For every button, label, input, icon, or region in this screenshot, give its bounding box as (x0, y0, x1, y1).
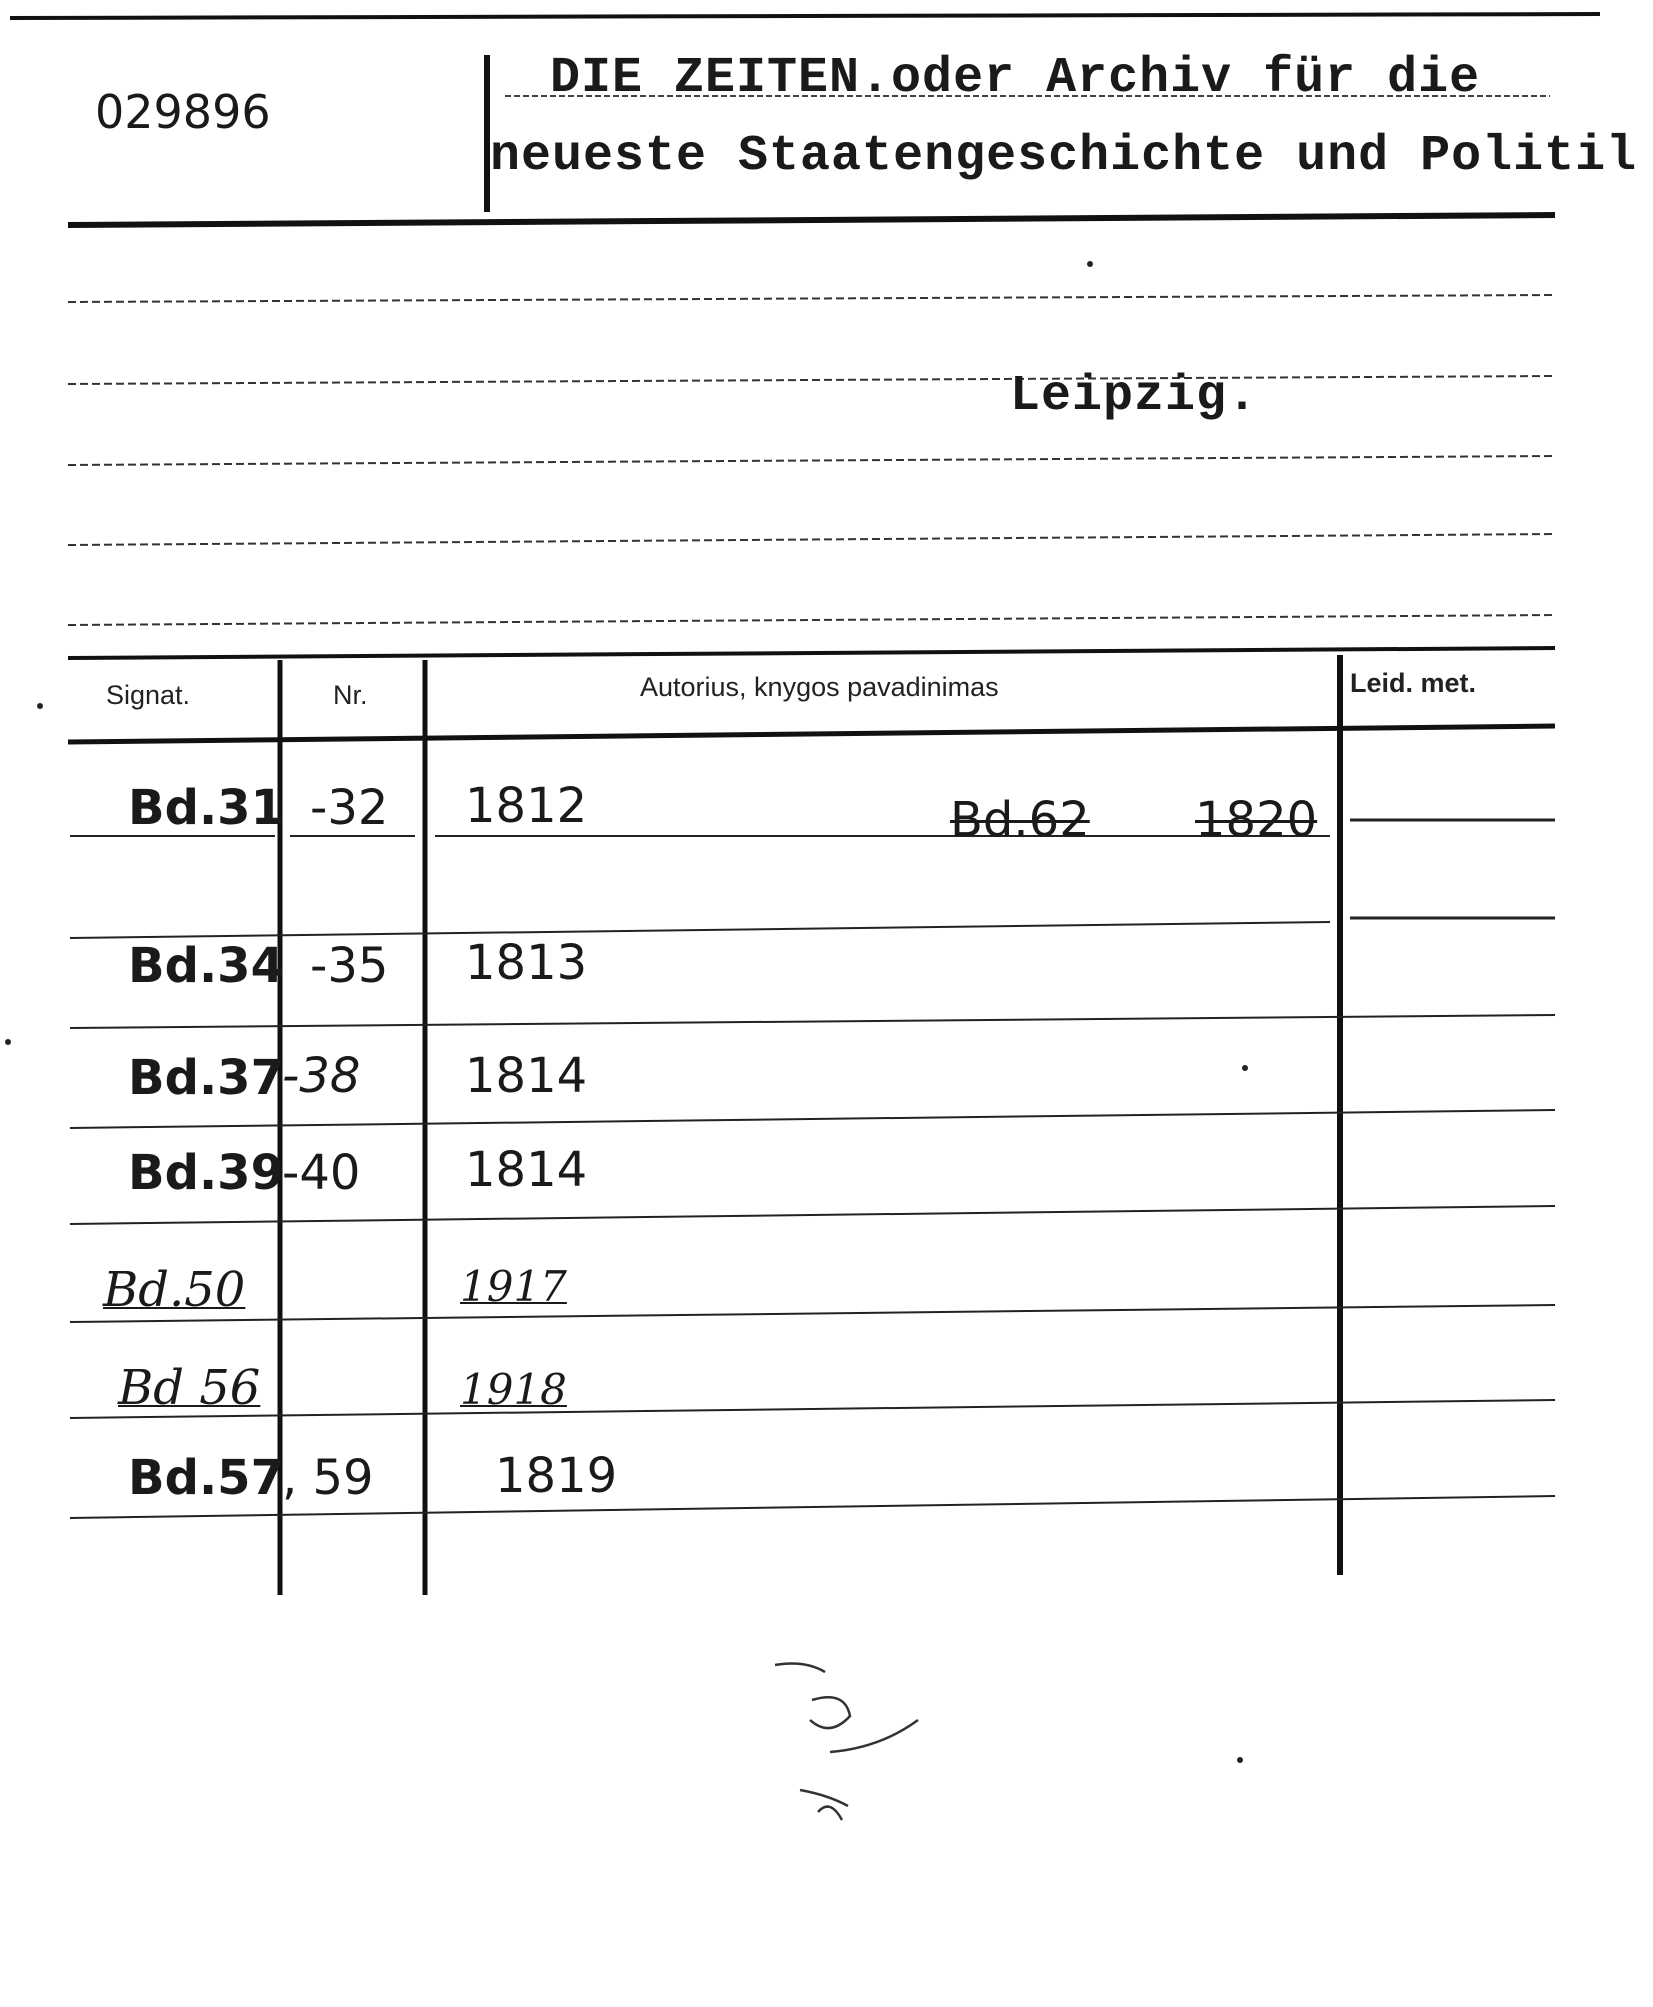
row-signature: Bd.50 (103, 1262, 246, 1318)
header-nr: Nr. (333, 680, 368, 710)
title-line-1: DIE ZEITEN.oder Archiv für die (550, 50, 1481, 107)
row-signature: Bd.57 (128, 1450, 284, 1506)
row-year: 1819 (495, 1448, 618, 1504)
row-number: -40 (282, 1145, 361, 1201)
row-number: -32 (310, 780, 389, 836)
row-year: 1812 (465, 778, 588, 834)
row-struck-signature: Bd.62 (950, 792, 1090, 848)
row-number: -35 (310, 938, 389, 994)
row-number: -38 (282, 1048, 361, 1104)
row-signature: Bd 56 (118, 1360, 261, 1416)
card-number: 029896 (95, 85, 271, 139)
place-of-publication: Leipzig. (1010, 368, 1259, 425)
row-signature: Bd.39 (128, 1145, 284, 1201)
header-author-title: Autorius, knygos pavadinimas (640, 672, 999, 702)
row-year: 1917 (460, 1262, 567, 1311)
row-year: 1918 (460, 1365, 567, 1414)
row-year: 1813 (465, 935, 588, 991)
row-number: , 59 (282, 1450, 374, 1506)
header-signat: Signat. (106, 680, 191, 710)
title-line-2: neueste Staatengeschichte und Politil (490, 128, 1638, 185)
row-year: 1814 (465, 1142, 588, 1198)
row-signature: Bd.37 (128, 1050, 284, 1106)
header-edition-year: Leid. met. (1350, 668, 1477, 698)
row-signature: Bd.34 (128, 938, 284, 994)
row-struck-year: 1820 (1195, 792, 1318, 848)
row-year: 1814 (465, 1048, 588, 1104)
row-signature: Bd.31 (128, 780, 284, 836)
